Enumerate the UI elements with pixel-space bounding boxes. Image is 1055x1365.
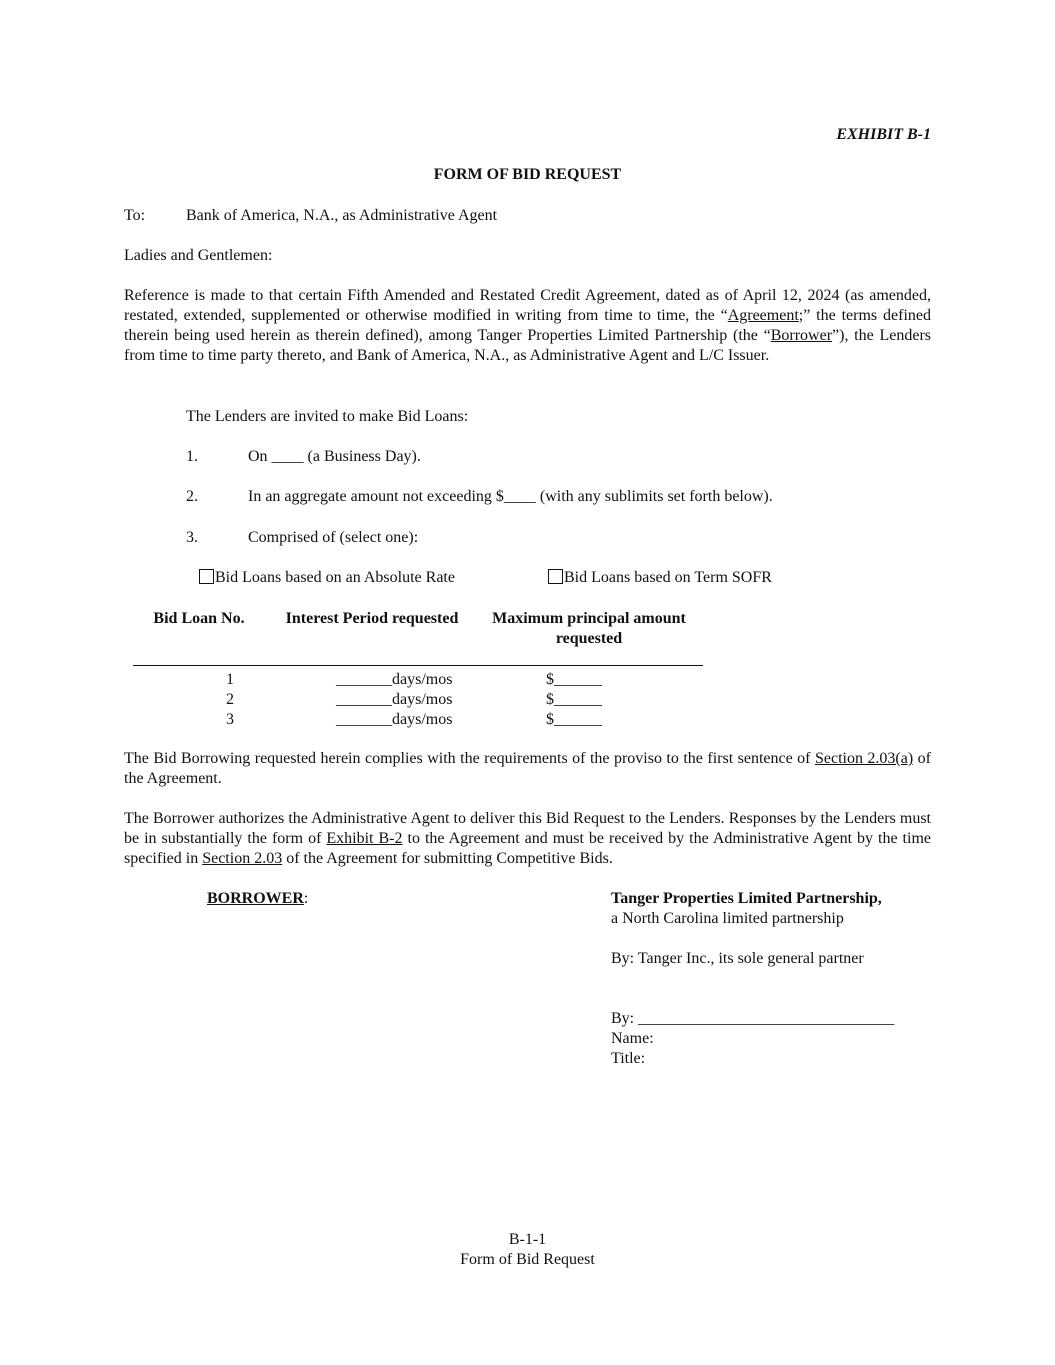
- option-absolute-rate[interactable]: [199, 568, 455, 588]
- section-reference: Section 2.03: [202, 850, 283, 867]
- interest-period-blank: _______days/mos: [336, 691, 453, 708]
- addressee-label: To:: [124, 207, 146, 224]
- principal-amount-blank: $______: [546, 711, 602, 728]
- table-header-rule: [133, 665, 703, 666]
- addressee-value: Bank of America, N.A., as Administrative Agent: [186, 207, 498, 224]
- interest-period-blank: _______days/mos: [336, 711, 453, 728]
- option-label: Bid Loans based on an Absolute Rate: [215, 569, 455, 586]
- checkbox-term-sofr[interactable]: [548, 569, 563, 584]
- invitation-text: The Lenders are invited to make Bid Loans:: [186, 408, 469, 425]
- page-number: B-1-1: [508, 1231, 547, 1248]
- reference-paragraph: Reference is made to that certain Fifth Amended and Restated Credit Agreement, dated as of April 12, 2024 (as amended, restated, extended, supplemented or otherwise modified in writing from time to time, the “Agreement;” the terms defined therein being used herein as therein defined), among Tanger Properties Limited Partnership (the “Borrower”), the Lenders from time to time party thereto, and Bank of America, N.A., as Administrative Agent and L/C Issuer.: [124, 287, 931, 364]
- option-term-sofr[interactable]: [548, 568, 772, 588]
- item-aggregate-amount: In an aggregate amount not exceeding $____ (with any sublimits set forth below).: [248, 488, 773, 505]
- item-comprised-of: Comprised of (select one):: [248, 529, 419, 546]
- term-agreement: Agreement: [727, 307, 799, 324]
- document-title: FORM OF BID REQUEST: [433, 166, 622, 183]
- item-business-day: On ____ (a Business Day).: [248, 448, 421, 465]
- signature-line: By: ________________________________: [611, 1010, 895, 1027]
- interest-period-blank: _______days/mos: [336, 671, 453, 688]
- borrower-entity-description: a North Carolina limited partnership: [611, 910, 844, 927]
- principal-amount-blank: $______: [546, 691, 602, 708]
- table-row-number: 3: [226, 711, 234, 728]
- column-header-interest-period: Interest Period requested: [285, 610, 459, 627]
- item-number: 2.: [186, 488, 198, 505]
- option-label: Bid Loans based on Term SOFR: [564, 569, 772, 586]
- salutation: Ladies and Gentlemen:: [124, 247, 273, 264]
- principal-amount-blank: $______: [546, 671, 602, 688]
- borrower-label: BORROWER:: [207, 890, 309, 907]
- table-row-number: 1: [226, 671, 234, 688]
- exhibit-reference: Exhibit B-2: [326, 830, 403, 847]
- item-number: 1.: [186, 448, 198, 465]
- general-partner-line: By: Tanger Inc., its sole general partner: [611, 950, 864, 967]
- table-row-number: 2: [226, 691, 234, 708]
- exhibit-label: EXHIBIT B-1: [836, 126, 931, 143]
- item-number: 3.: [186, 529, 198, 546]
- column-header-max-principal: Maximum principal amount requested: [492, 610, 686, 647]
- footer-caption: Form of Bid Request: [460, 1251, 595, 1268]
- compliance-paragraph: The Bid Borrowing requested herein complies with the requirements of the proviso to the first sentence of Section 2.03(a) of the Agreement.: [124, 750, 932, 787]
- checkbox-absolute-rate[interactable]: [199, 569, 214, 584]
- signatory-title-label: Title:: [611, 1050, 646, 1067]
- authorization-paragraph: The Borrower authorizes the Administrative Agent to deliver this Bid Request to the Lenders. Responses by the Lenders must be in substantially the form of Exhibit B-2 to the Agreement and must be received by the Administrative Agent by the time specified in Section 2.03 of the Agreement for submitting Competitive Bids.: [124, 810, 931, 867]
- borrower-entity: Tanger Properties Limited Partnership,: [611, 890, 882, 907]
- signatory-name-label: Name:: [611, 1030, 654, 1047]
- column-header-bid-loan-no: Bid Loan No.: [153, 610, 245, 627]
- section-reference: Section 2.03(a): [814, 750, 914, 767]
- term-borrower: Borrower: [770, 327, 833, 344]
